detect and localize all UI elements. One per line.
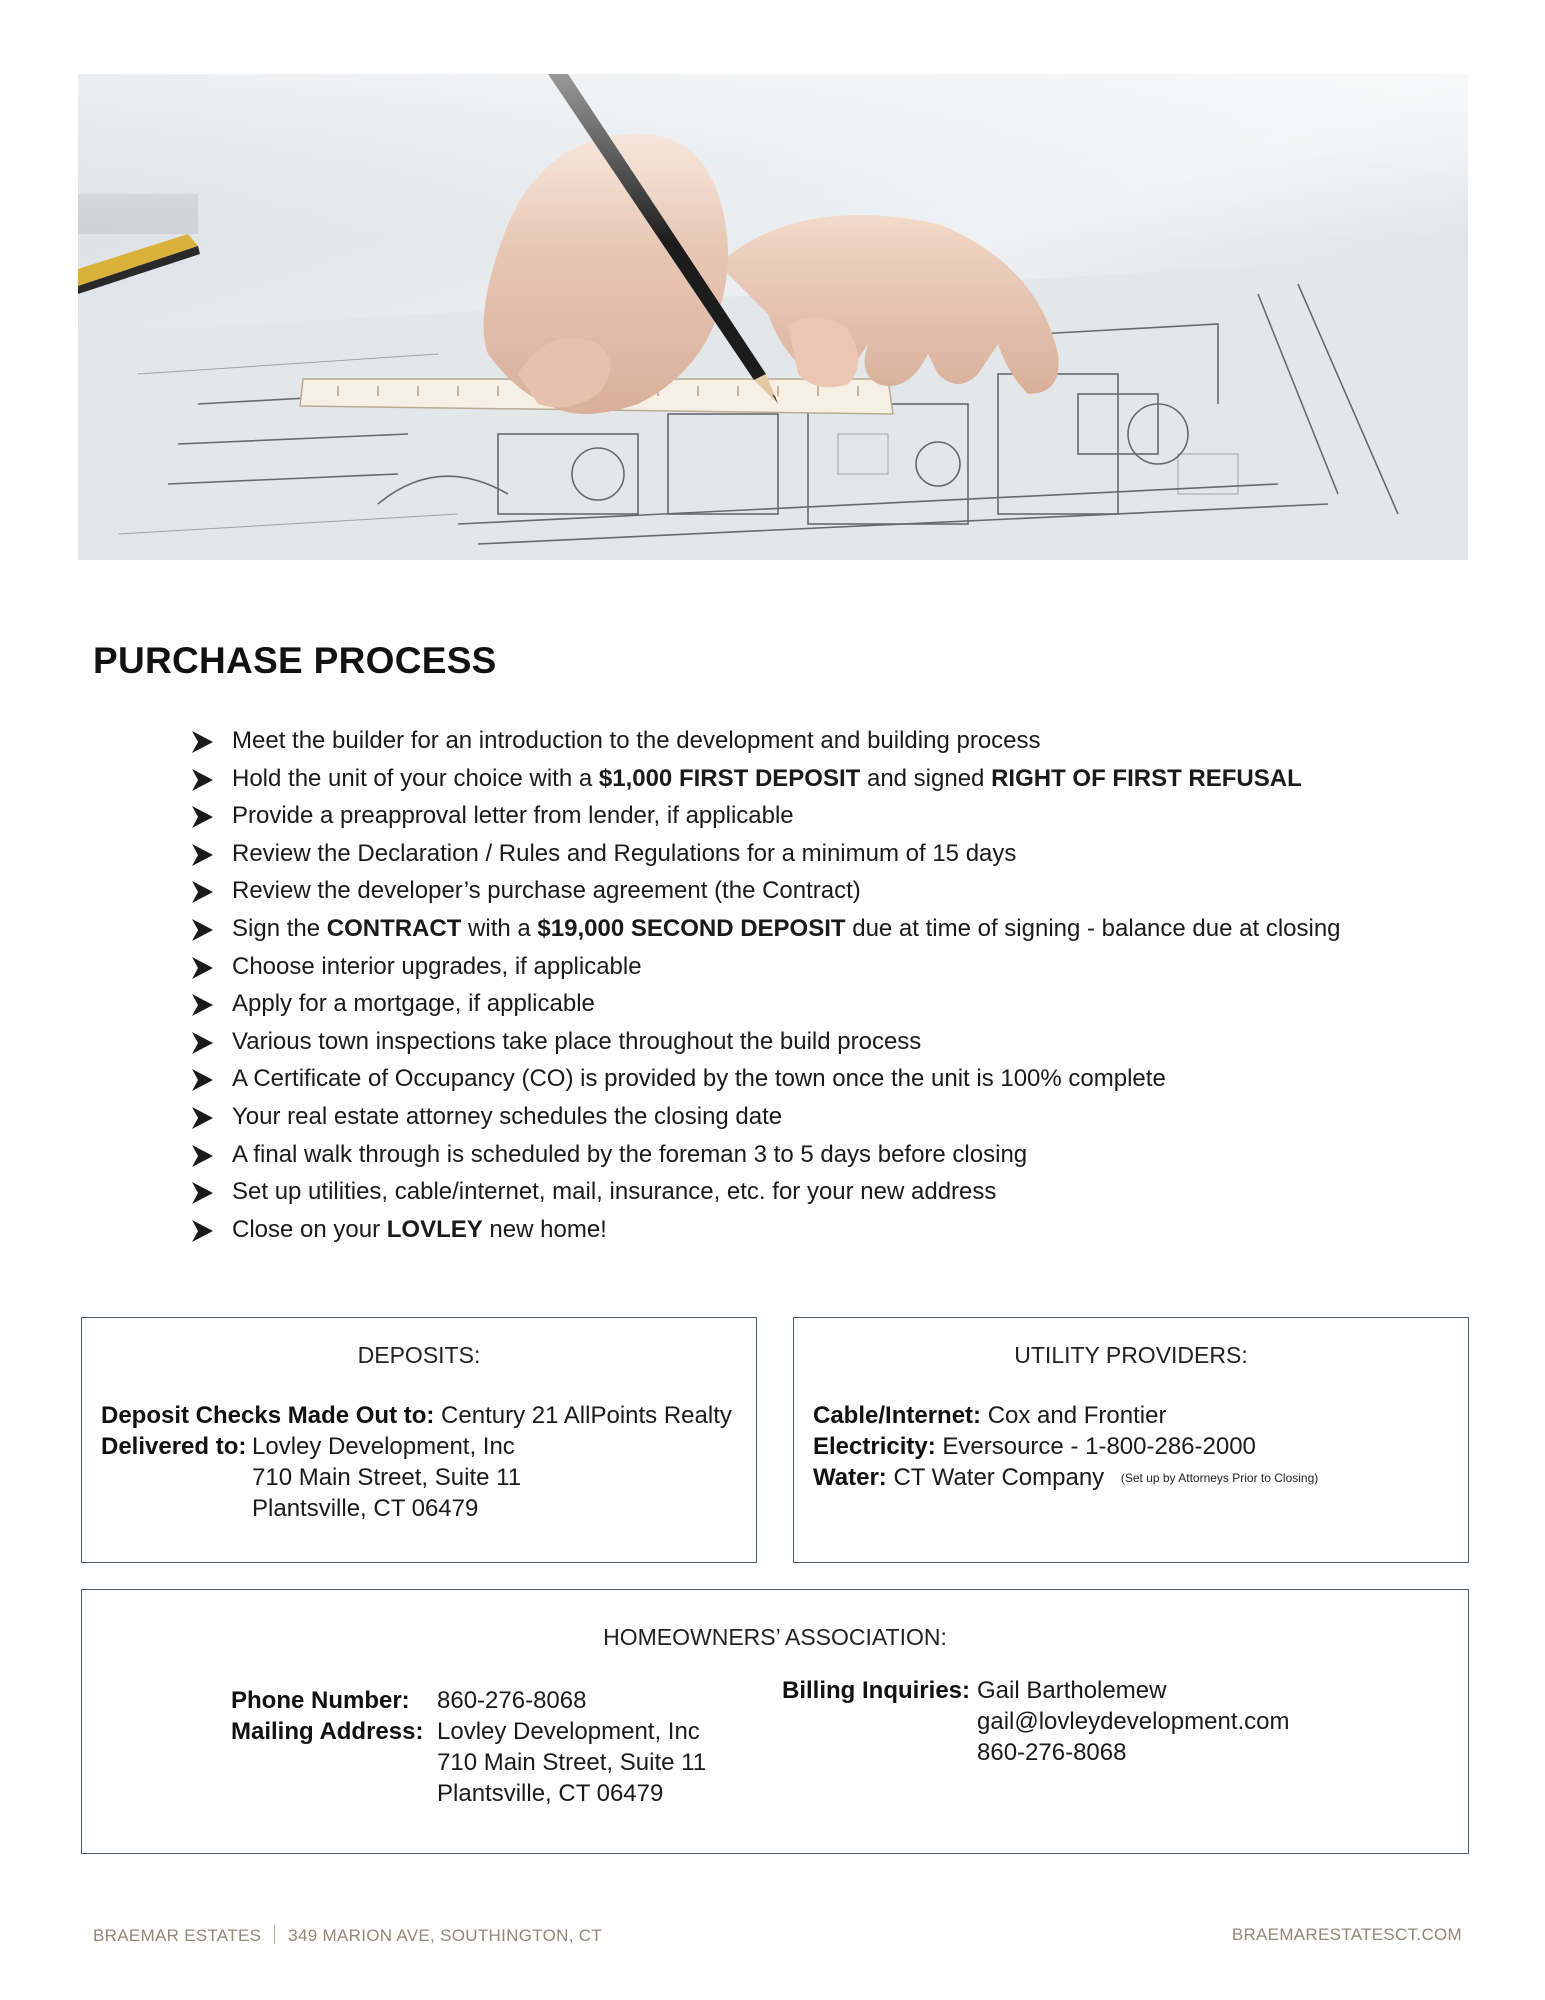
step-text: Provide a preapproval letter from lender, if applicable <box>232 802 794 830</box>
list-item <box>190 872 1450 910</box>
arrow-bullet-icon <box>190 1031 214 1055</box>
list-item <box>190 985 1450 1023</box>
arrow-bullet-icon <box>190 918 214 942</box>
delivered-to-label: Delivered to: <box>101 1433 247 1460</box>
utility-title: UTILITY PROVIDERS: <box>1014 1342 1248 1368</box>
water-note: (Set up by Attorneys Prior to Closing) <box>1120 1471 1319 1485</box>
billing-contact-phone: 860-276-8068 <box>977 1739 1127 1766</box>
address-line: Plantsville, CT 06479 <box>252 1495 479 1522</box>
list-item <box>190 948 1450 986</box>
purchase-steps-list <box>190 722 1450 1248</box>
lovley-brand: LOVLEY <box>386 1215 483 1243</box>
hoa-box <box>81 1589 1469 1854</box>
step-text: Your real estate attorney schedules the closing date <box>232 1102 783 1130</box>
footer-website[interactable]: BRAEMARESTATESCT.COM <box>1231 1925 1462 1944</box>
hoa-mailing-label: Mailing Address: <box>231 1718 424 1745</box>
list-item <box>190 797 1450 835</box>
hoa-phone-label-wrap <box>231 1685 410 1716</box>
arrow-bullet-icon <box>190 843 214 867</box>
address-line: Plantsville, CT 06479 <box>437 1780 664 1807</box>
arrow-bullet-icon <box>190 880 214 904</box>
deposit-checks-row <box>101 1400 732 1431</box>
footer-left <box>93 1925 602 1946</box>
water-value: CT Water Company <box>893 1464 1105 1491</box>
water-row <box>813 1462 1318 1494</box>
hoa-mailing-address <box>437 1716 706 1809</box>
address-line: Lovley Development, Inc <box>437 1718 700 1745</box>
footer-address: 349 MARION AVE, SOUTHINGTON, CT <box>288 1926 603 1945</box>
list-item <box>190 760 1450 798</box>
step-text: Close on your LOVLEY new home! <box>232 1215 607 1243</box>
second-deposit-amount: $19,000 SECOND DEPOSIT <box>537 914 846 942</box>
page-title: PURCHASE PROCESS <box>93 640 497 681</box>
arrow-bullet-icon <box>190 1181 214 1205</box>
list-item <box>190 1023 1450 1061</box>
delivered-to-address <box>252 1431 521 1524</box>
billing-contact-name: Gail Bartholemew <box>977 1677 1167 1704</box>
hoa-phone-label: Phone Number: <box>231 1687 410 1714</box>
list-item <box>190 1211 1450 1249</box>
right-of-first-refusal: RIGHT OF FIRST REFUSAL <box>991 764 1302 792</box>
arrow-bullet-icon <box>190 1068 214 1092</box>
arrow-bullet-icon <box>190 993 214 1017</box>
cable-row <box>813 1400 1166 1431</box>
billing-contact-email: gail@lovleydevelopment.com <box>977 1708 1290 1735</box>
cable-value: Cox and Frontier <box>987 1402 1167 1429</box>
address-line: 710 Main Street, Suite 11 <box>252 1464 522 1491</box>
hoa-billing-label-wrap <box>782 1675 970 1706</box>
arrow-bullet-icon <box>190 1106 214 1130</box>
list-item <box>190 1136 1450 1174</box>
deposit-checks-label: Deposit Checks Made Out to: <box>101 1402 435 1429</box>
deposits-title: DEPOSITS: <box>357 1342 481 1368</box>
electricity-row <box>813 1431 1256 1462</box>
hoa-phone-value: 860-276-8068 <box>437 1687 587 1714</box>
delivered-to-label-wrap <box>101 1431 246 1462</box>
step-text: Various town inspections take place throughout the build process <box>232 1027 922 1055</box>
deposits-box <box>81 1317 757 1563</box>
list-item <box>190 835 1450 873</box>
first-deposit-amount: $1,000 FIRST DEPOSIT <box>598 764 861 792</box>
step-text: Review the developer’s purchase agreement (the Contract) <box>232 877 861 905</box>
hoa-title: HOMEOWNERS’ ASSOCIATION: <box>603 1624 947 1650</box>
address-line: 710 Main Street, Suite 11 <box>437 1749 707 1776</box>
footer-estate-name: BRAEMAR ESTATES <box>93 1926 262 1945</box>
contract-label: CONTRACT <box>326 914 462 942</box>
step-text: Sign the CONTRACT with a $19,000 SECOND DEPOSIT due at time of signing - balance due at closing <box>232 914 1341 942</box>
hero-image <box>78 74 1468 560</box>
water-label: Water: <box>813 1464 887 1491</box>
step-text: Set up utilities, cable/internet, mail, insurance, etc. for your new address <box>232 1178 997 1206</box>
arrow-bullet-icon <box>190 730 214 754</box>
arrow-bullet-icon <box>190 1144 214 1168</box>
step-text: Choose interior upgrades, if applicable <box>232 952 642 980</box>
step-text: Hold the unit of your choice with a $1,000 FIRST DEPOSIT and signed RIGHT OF FIRST REFUSAL <box>232 764 1302 792</box>
hoa-mailing-label-wrap <box>231 1716 423 1747</box>
list-item <box>190 722 1450 760</box>
arrow-bullet-icon <box>190 1219 214 1243</box>
arrow-bullet-icon <box>190 805 214 829</box>
step-text: Meet the builder for an introduction to the development and building process <box>232 727 1041 754</box>
list-item <box>190 1060 1450 1098</box>
electricity-label: Electricity: <box>813 1433 936 1460</box>
list-item <box>190 910 1450 948</box>
arrow-bullet-icon <box>190 956 214 980</box>
step-text: A final walk through is scheduled by the foreman 3 to 5 days before closing <box>232 1140 1028 1168</box>
utility-providers-box <box>793 1317 1469 1563</box>
hoa-billing-label: Billing Inquiries: <box>782 1677 971 1704</box>
list-item <box>190 1098 1450 1136</box>
cable-label: Cable/Internet: <box>813 1402 982 1429</box>
deposit-checks-value: Century 21 AllPoints Realty <box>441 1402 732 1429</box>
step-text: Review the Declaration / Rules and Regulations for a minimum of 15 days <box>232 839 1017 867</box>
electricity-value: Eversource - 1-800-286-2000 <box>942 1433 1256 1460</box>
footer-divider <box>274 1925 275 1944</box>
blueprint-drafting-photo-icon <box>78 74 1468 560</box>
arrow-bullet-icon <box>190 768 214 792</box>
address-line: Lovley Development, Inc <box>252 1433 515 1460</box>
list-item <box>190 1173 1450 1211</box>
hoa-billing-contact <box>977 1675 1290 1768</box>
step-text: A Certificate of Occupancy (CO) is provided by the town once the unit is 100% complete <box>232 1065 1166 1093</box>
step-text: Apply for a mortgage, if applicable <box>232 990 595 1018</box>
